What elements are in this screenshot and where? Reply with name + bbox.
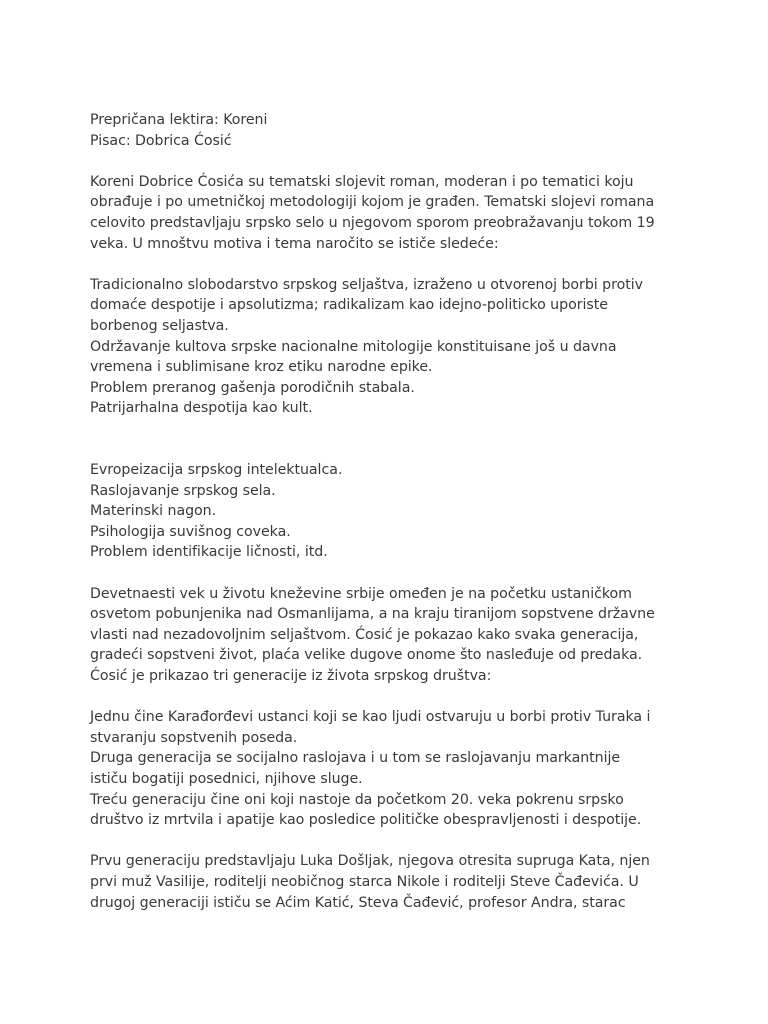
text-line: domaće despotije i apsolutizma; radikalizam kao idejno-politicko uporiste [90, 297, 608, 314]
text-line: celovito predstavljaju srpsko selo u njegovom sporom preobražavanju tokom 19 [90, 214, 655, 231]
text-line: Evropeizacija srpskog intelektualca. [90, 462, 343, 479]
text-line: obrađuje i po umetničkoj metodologiji kojom je građen. Tematski slojevi romana [90, 194, 655, 211]
text-line: vlasti nad nezadovoljnim seljaštvom. Ćosić je pokazao kako svaka generacija, [90, 626, 639, 643]
intro-paragraph [90, 172, 700, 254]
text-line: borbenog seljastva. [90, 317, 229, 334]
text-line: Patrijarhalna despotija kao kult. [90, 400, 313, 417]
text-line: Materinski nagon. [90, 503, 217, 520]
text-line: Koreni Dobrice Ćosića su tematski slojevit roman, moderan i po tematici koju [90, 173, 634, 190]
text-line: drugoj generaciji ističu se Aćim Katić, Steva Čađević, profesor Andra, starac [90, 894, 626, 911]
text-line: društvo iz mrtvila i apatije kao posledice političke obespravljenosti i despotije. [90, 812, 642, 829]
themes-list-b [90, 460, 700, 563]
text-line: Raslojavanje srpskog sela. [90, 482, 276, 499]
document-title: Prepričana lektira: Koreni [90, 112, 268, 128]
generations-paragraph [90, 707, 700, 831]
text-line: osvetom pobunjenika nad Osmanlijama, a na kraju tiranijom sopstvene državne [90, 606, 655, 623]
text-line: prvi muž Vasilije, roditelji neobičnog starca Nikole i roditelji Steve Čađevića. U [90, 873, 639, 890]
text-line: Prvu generaciju predstavljaju Luka Došljak, njegova otresita supruga Kata, njen [90, 853, 650, 870]
document-body [90, 110, 700, 913]
text-line: gradeći sopstveni život, plaća velike dugove onome što nasleđuje od predaka. [90, 647, 643, 664]
text-line: Tradicionalno slobodarstvo srpskog seljaštva, izraženo u otvorenoj borbi protiv [90, 276, 643, 293]
text-line: Jednu čine Karađorđevi ustanci koji se kao ljudi ostvaruju u borbi protiv Turaka i [90, 709, 651, 726]
text-line: vremena i sublimisane kroz etiku narodne epike. [90, 359, 433, 376]
text-line: Ćosić je prikazao tri generacije iz života srpskog društva: [90, 668, 492, 685]
text-line: Druga generacija se socijalno raslojava i u tom se raslojavanju markantnije [90, 750, 621, 767]
characters-paragraph [90, 851, 700, 913]
themes-list-a [90, 275, 700, 419]
text-line: Devetnaesti vek u životu kneževine srbije omeđen je na početku ustaničkom [90, 585, 632, 602]
text-line: ističu bogatiji posednici, njihove sluge. [90, 771, 363, 787]
document-author: Pisac: Dobrica Ćosić [90, 132, 232, 149]
text-line: Održavanje kultova srpske nacionalne mitologije konstituisane još u davna [90, 338, 617, 355]
text-line: Psihologija suvišnog coveka. [90, 523, 291, 540]
text-line: Treću generaciju čine oni koji nastoje da početkom 20. veka pokrenu srpsko [90, 791, 624, 808]
century-paragraph [90, 584, 700, 687]
text-line: veka. U mnoštvu motiva i tema naročito se ističe sledeće: [90, 235, 499, 252]
text-line: Problem preranog gašenja porodičnih stabala. [90, 379, 415, 396]
text-line: stvaranju sopstvenih poseda. [90, 729, 298, 746]
text-line: Problem identifikacije ličnosti, itd. [90, 544, 328, 561]
